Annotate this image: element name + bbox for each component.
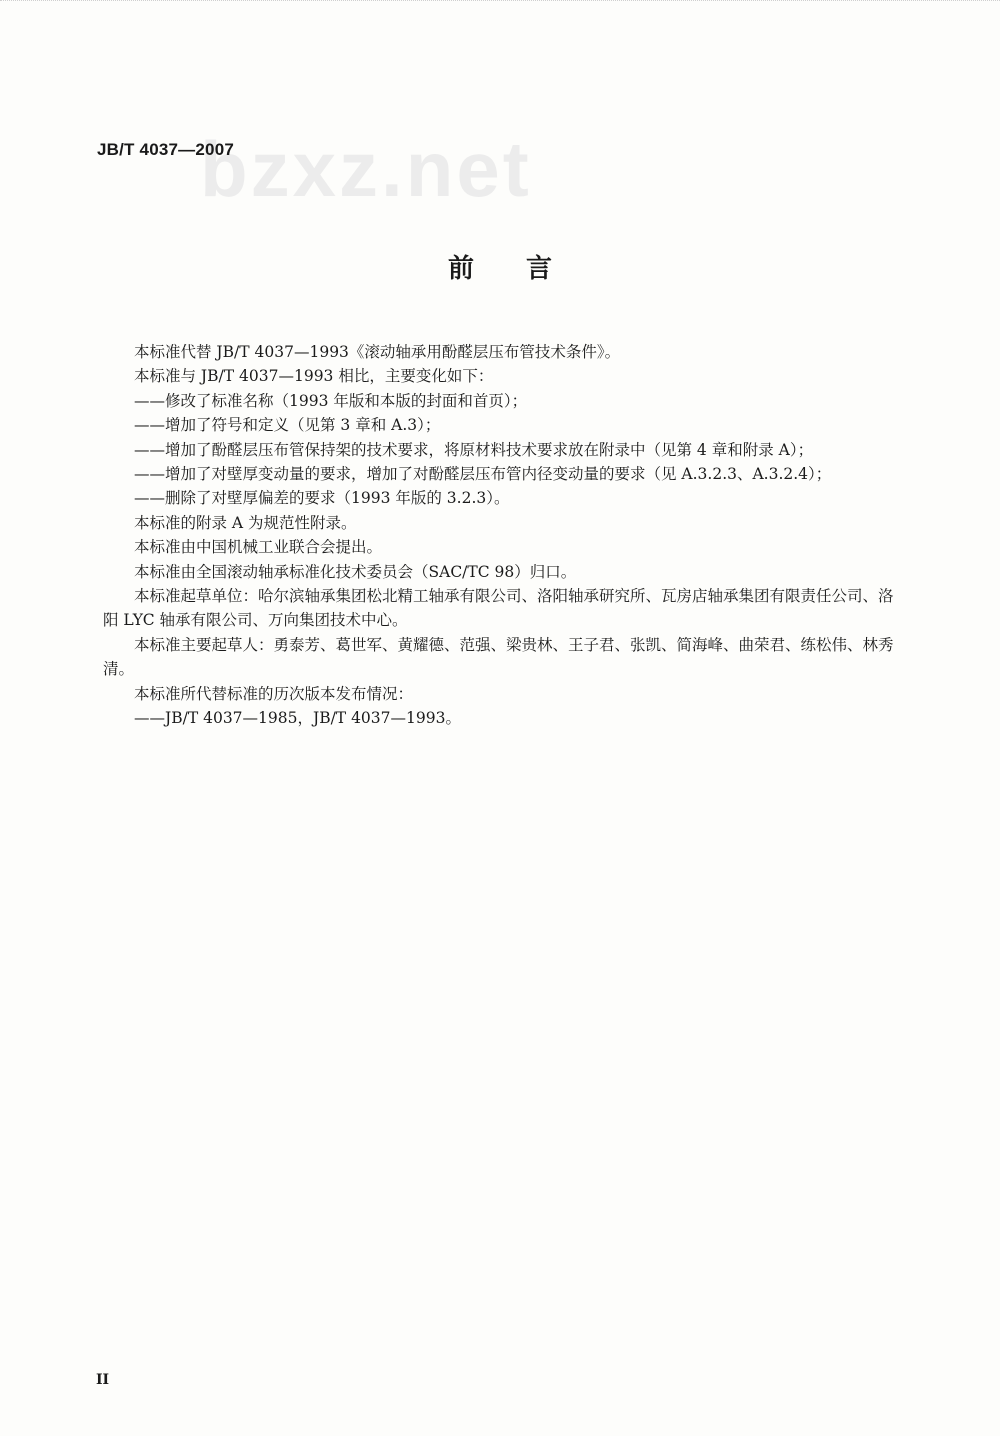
paragraph-replaces: 本标准代替 JB/T 4037—1993《滚动轴承用酚醛层压布管技术条件》。 [134, 343, 621, 361]
history-item: ——JB/T 4037—1985，JB/T 4037—1993。 [134, 709, 461, 728]
standard-number: JB/T 4037—2007 [97, 140, 234, 159]
paragraph-drafting-units: 本标准起草单位：哈尔滨轴承集团松北精工轴承有限公司、洛阳轴承研究所、瓦房店轴承集团有限责任公司、洛阳 LYC 轴承有限公司、万向集团技术中心。 [103, 587, 894, 630]
change-item: ——修改了标准名称（1993 年版和本版的封面和首页）； [134, 391, 528, 410]
change-item: ——删除了对壁厚偏差的要求（1993 年版的 3.2.3）。 [134, 489, 510, 508]
paragraph-proposed-by: 本标准由中国机械工业联合会提出。 [134, 538, 383, 557]
change-item: ——增加了符号和定义（见第 3 章和 A.3）； [134, 416, 441, 435]
page-number: II [96, 1372, 110, 1388]
paragraph-drafters: 本标准主要起草人：勇泰芳、葛世军、黄耀德、范强、梁贵林、王子君、张凯、简海峰、曲荣君、练松伟、林秀清。 [103, 635, 894, 679]
change-item: ——增加了对壁厚变动量的要求，增加了对酚醛层压布管内径变动量的要求（见 A.3.2.3、A.3.2.4）； [134, 465, 832, 484]
watermark: bzxz.net [200, 125, 532, 213]
paragraph-history-intro: 本标准所代替标准的历次版本发布情况： [134, 684, 414, 703]
foreword-body [103, 340, 903, 731]
paragraph-appendix: 本标准的附录 A 为规范性附录。 [134, 513, 357, 532]
change-item: ——增加了酚醛层压布管保持架的技术要求，将原材料技术要求放在附录中（见第 4 章和附录 A）； [134, 440, 814, 459]
scan-artifact-line [0, 0, 1000, 21]
paragraph-committee: 本标准由全国滚动轴承标准化技术委员会（SAC/TC 98）归口。 [134, 562, 577, 581]
page-title: 前言 [447, 254, 604, 284]
paragraph-changes-intro: 本标准与 JB/T 4037—1993 相比，主要变化如下： [134, 367, 494, 386]
